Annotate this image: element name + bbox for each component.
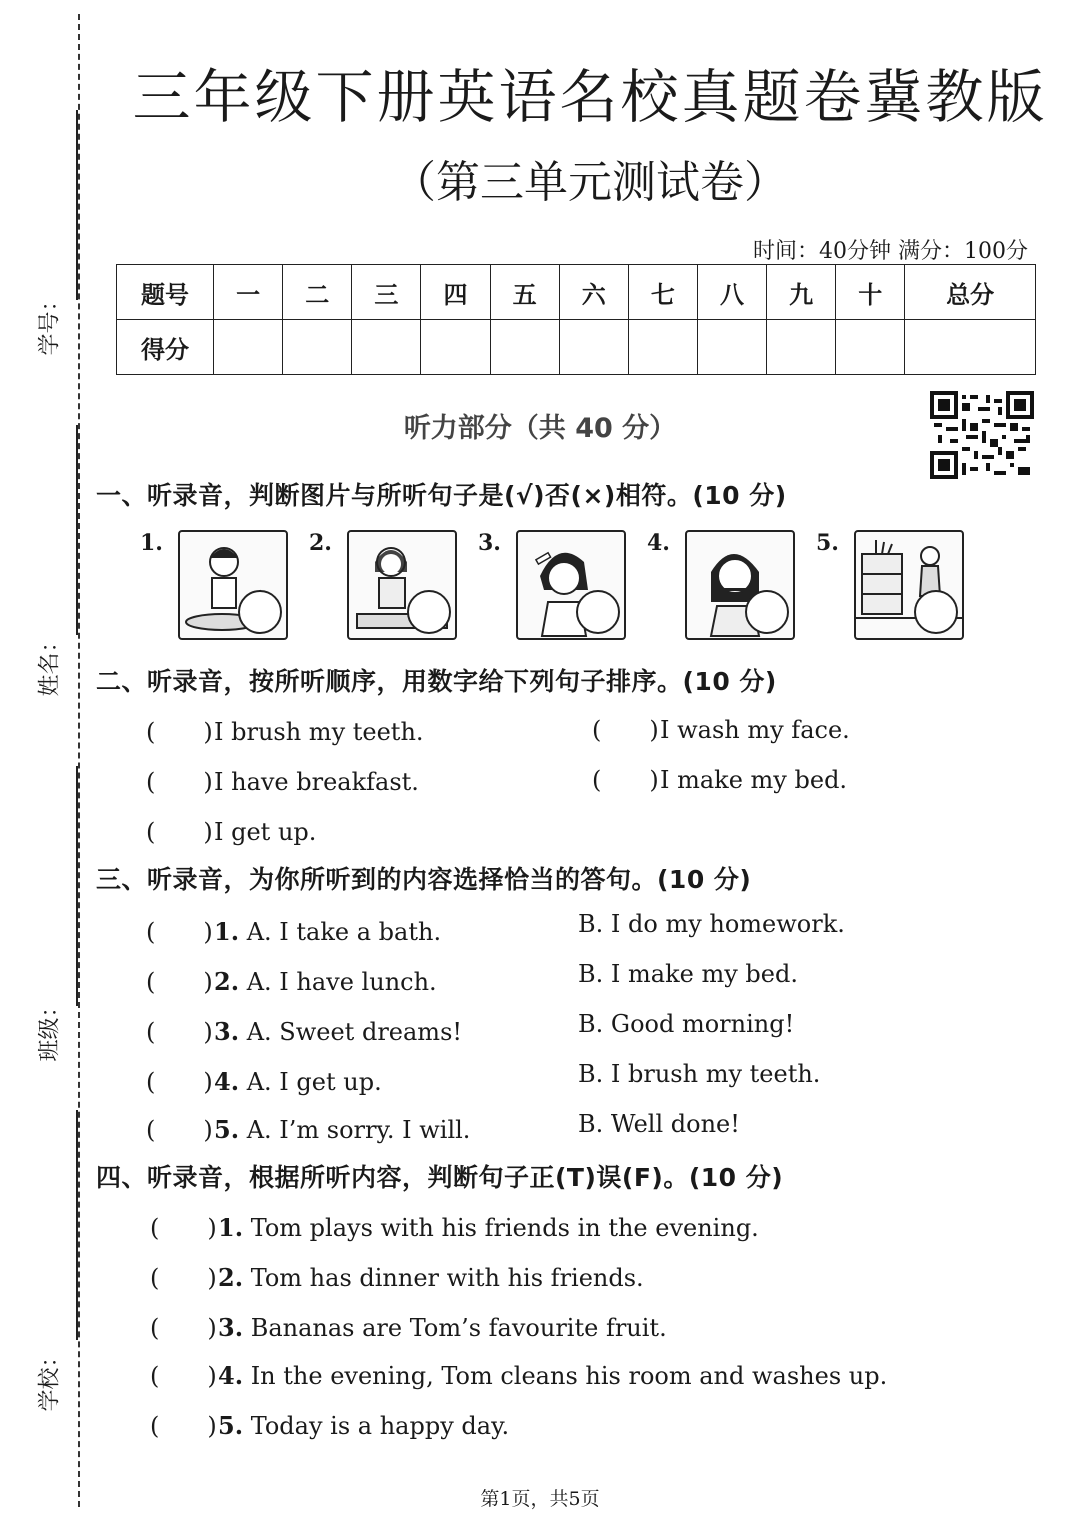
q2-item (146, 812, 316, 847)
q4-item (150, 1406, 509, 1441)
answer-blank[interactable]: ( ) (150, 1412, 217, 1440)
picture-number: 1. (140, 530, 163, 556)
answer-blank[interactable]: ( ) (146, 1068, 213, 1096)
q2-sentence: I make my bed. (660, 766, 848, 794)
question-number: 3. (218, 1313, 244, 1342)
q2-sentence: I brush my teeth. (214, 718, 424, 746)
q2-sentence: I have breakfast. (214, 768, 419, 796)
question-number: 2. (218, 1263, 244, 1292)
option-b: B. I make my bed. (578, 960, 798, 988)
girl-combing-hair-picture (516, 530, 626, 640)
answer-blank[interactable]: ( ) (146, 768, 213, 796)
score-table-header-row (117, 265, 1036, 320)
score-cell[interactable] (905, 320, 1036, 375)
score-table-score-row (117, 320, 1036, 375)
score-table (116, 264, 1036, 375)
q2-sentence: I get up. (214, 818, 317, 846)
question-number: 4. (214, 1067, 240, 1096)
answer-blank[interactable]: ( ) (146, 718, 213, 746)
answer-blank[interactable]: ( ) (150, 1314, 217, 1342)
school-field (28, 1110, 68, 1410)
score-col-header: 总分 (905, 265, 1036, 320)
question-number: 1. (214, 917, 240, 946)
option-a: A. I get up. (246, 1068, 382, 1096)
q1-picture-item (647, 528, 797, 640)
q3-item (146, 1110, 470, 1145)
class-blank[interactable] (76, 766, 78, 1006)
q1-picture-item (816, 528, 966, 640)
girl-washing-clothes-picture (347, 530, 457, 640)
q3-item (146, 1012, 462, 1047)
answer-blank[interactable]: ( ) (146, 1116, 213, 1144)
option-a: A. Sweet dreams! (246, 1018, 463, 1046)
score-cell[interactable] (352, 320, 421, 375)
score-cell[interactable] (836, 320, 905, 375)
q3-item (146, 962, 437, 997)
score-cell[interactable] (559, 320, 628, 375)
score-cell[interactable] (283, 320, 352, 375)
score-col-header: 七 (628, 265, 697, 320)
score-cell[interactable] (697, 320, 766, 375)
score-col-header: 二 (283, 265, 352, 320)
name-blank[interactable] (76, 425, 78, 635)
class-field (28, 766, 68, 1066)
answer-circle[interactable] (238, 590, 282, 634)
answer-circle[interactable] (576, 590, 620, 634)
q4-sentence: Today is a happy day. (250, 1412, 510, 1440)
q1-pictures (140, 528, 980, 640)
q4-sentence: Tom has dinner with his friends. (250, 1264, 644, 1292)
q2-item (592, 760, 847, 795)
picture-number: 4. (647, 530, 670, 556)
score-cell[interactable] (628, 320, 697, 375)
q1-picture-item (140, 528, 290, 640)
score-cell[interactable] (421, 320, 490, 375)
picture-number: 5. (816, 530, 839, 556)
page-title: 三年级下册英语名校真题卷冀教版 (132, 63, 1048, 131)
score-col-header: 十 (836, 265, 905, 320)
answer-circle[interactable] (914, 590, 958, 634)
q3-item (146, 1062, 382, 1097)
score-cell[interactable] (490, 320, 559, 375)
school-label: 学校： (37, 1345, 63, 1412)
answer-blank[interactable]: ( ) (146, 1018, 213, 1046)
question-number: 2. (214, 967, 240, 996)
score-col-header: 题号 (117, 265, 214, 320)
question-number: 3. (214, 1017, 240, 1046)
girl-brushing-teeth-picture (685, 530, 795, 640)
answer-blank[interactable]: ( ) (150, 1264, 217, 1292)
student-no-label: 学号： (37, 289, 63, 356)
q4-item (150, 1258, 644, 1293)
page-subtitle: （第三单元测试卷） (392, 157, 788, 208)
q4-sentence: Bananas are Tom’s favourite fruit. (250, 1314, 667, 1342)
answer-blank[interactable]: ( ) (592, 716, 659, 744)
option-a: A. I take a bath. (246, 918, 442, 946)
listening-section-heading: 听力部分（共 40 分） (403, 413, 677, 444)
answer-blank[interactable]: ( ) (146, 818, 213, 846)
class-label: 班级： (37, 995, 63, 1062)
question-number: 5. (218, 1411, 244, 1440)
option-a: A. I have lunch. (246, 968, 437, 996)
answer-circle[interactable] (407, 590, 451, 634)
option-b: B. I brush my teeth. (578, 1060, 821, 1088)
picture-number: 2. (309, 530, 332, 556)
girl-in-room-picture (854, 530, 964, 640)
option-a: A. I’m sorry. I will. (246, 1116, 471, 1144)
q4-item (150, 1308, 667, 1343)
answer-blank[interactable]: ( ) (150, 1214, 217, 1242)
option-b: B. Well done! (578, 1110, 740, 1138)
score-col-header: 九 (767, 265, 836, 320)
q2-item (146, 712, 424, 747)
q1-picture-item (309, 528, 459, 640)
score-col-header: 四 (421, 265, 490, 320)
option-b: B. Good morning! (578, 1010, 795, 1038)
answer-blank[interactable]: ( ) (592, 766, 659, 794)
name-label: 姓名： (37, 630, 63, 697)
q4-sentence: Tom plays with his friends in the evening. (250, 1214, 759, 1242)
cut-line (78, 14, 80, 1507)
q4-title: 四、听录音，根据所听内容，判断句子正(T)误(F)。(10 分) (96, 1163, 784, 1192)
q2-item (146, 762, 419, 797)
picture-number: 3. (478, 530, 501, 556)
score-col-header: 八 (697, 265, 766, 320)
q2-title: 二、听录音，按所听顺序，用数字给下列句子排序。(10 分) (96, 667, 777, 696)
score-col-header: 五 (490, 265, 559, 320)
answer-blank[interactable]: ( ) (146, 918, 213, 946)
score-col-header: 三 (352, 265, 421, 320)
q1-picture-item (478, 528, 628, 640)
page-number: 第1页，共5页 (480, 1488, 600, 1510)
score-cell[interactable] (767, 320, 836, 375)
qr-code-icon[interactable] (930, 390, 1034, 480)
q3-title: 三、听录音，为你所听到的内容选择恰当的答句。(10 分) (96, 865, 752, 894)
score-col-header: 一 (214, 265, 283, 320)
question-number: 5. (214, 1115, 240, 1144)
score-cell[interactable] (214, 320, 283, 375)
name-field (28, 425, 68, 705)
q4-sentence: In the evening, Tom cleans his room and washes up. (250, 1362, 888, 1390)
question-number: 1. (218, 1213, 244, 1242)
q4-item (150, 1208, 759, 1243)
student-no-blank[interactable] (76, 110, 78, 300)
answer-blank[interactable]: ( ) (150, 1362, 217, 1390)
q1-title: 一、听录音，判断图片与所听句子是(√)否(×)相符。(10 分) (96, 481, 787, 510)
q2-item (592, 710, 850, 745)
boy-washing-dishes-picture (178, 530, 288, 640)
school-blank[interactable] (76, 1110, 78, 1340)
score-col-header: 六 (559, 265, 628, 320)
score-row-label: 得分 (117, 320, 214, 375)
option-b: B. I do my homework. (578, 910, 845, 938)
question-number: 4. (218, 1361, 244, 1390)
answer-circle[interactable] (745, 590, 789, 634)
q4-item (150, 1356, 887, 1391)
q3-item (146, 912, 441, 947)
answer-blank[interactable]: ( ) (146, 968, 213, 996)
q2-sentence: I wash my face. (660, 716, 850, 744)
exam-time-and-score: 时间：40分钟 满分：100分 (753, 239, 1028, 264)
binding-margin (0, 0, 90, 1527)
student-no-field (28, 110, 68, 360)
